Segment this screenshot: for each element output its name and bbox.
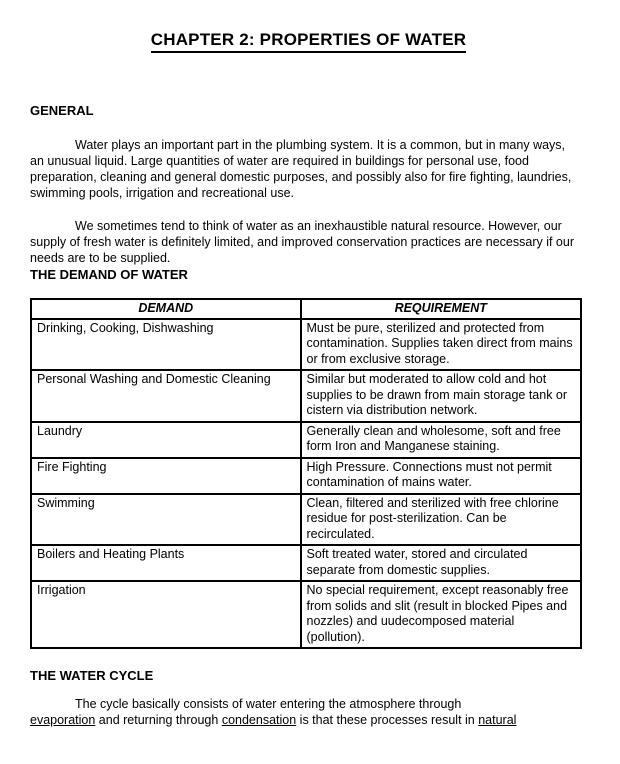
demand-cell: Swimming bbox=[31, 494, 301, 546]
general-paragraph-1: Water plays an important part in the plumbing system. It is a common, but in many ways, an unusual liquid. Large quantities of water are required in buildings for personal use, food preparation, cleaning and general domestic purposes, and possibly also for fire fighting, laundries, swimming pools, irrigation and recreational use. bbox=[30, 138, 572, 200]
table-row bbox=[31, 458, 581, 494]
text-segment: and returning through bbox=[95, 713, 222, 727]
requirement-column-header: REQUIREMENT bbox=[301, 299, 582, 319]
table-row bbox=[31, 494, 581, 546]
requirement-cell: Similar but moderated to allow cold and hot supplies to be drawn from main storage tank or cistern via distribution network. bbox=[301, 370, 582, 422]
table-row bbox=[31, 370, 581, 422]
demand-column-header: DEMAND bbox=[31, 299, 301, 319]
table-row bbox=[31, 545, 581, 581]
demand-cell: Laundry bbox=[31, 422, 301, 458]
table-row bbox=[31, 319, 581, 371]
table-header-row bbox=[31, 299, 581, 319]
underlined-term-evaporation: evaporation bbox=[30, 713, 96, 727]
requirement-cell: Soft treated water, stored and circulated separate from domestic supplies. bbox=[301, 545, 582, 581]
demand-cell: Boilers and Heating Plants bbox=[31, 545, 301, 581]
demand-cell: Personal Washing and Domestic Cleaning bbox=[31, 370, 301, 422]
text-segment: is that these processes result in bbox=[296, 713, 479, 727]
general-paragraph-2: We sometimes tend to think of water as an inexhaustible natural resource. However, our supply of fresh water is definitely limited, and improved conservation practices are necessary if our needs are to be supplied. bbox=[30, 219, 575, 265]
demand-cell: Drinking, Cooking, Dishwashing bbox=[31, 319, 301, 371]
requirement-cell: Must be pure, sterilized and protected from contamination. Supplies taken direct from mains or from exclusive storage. bbox=[301, 319, 582, 371]
table-row bbox=[31, 581, 581, 648]
requirement-cell: Generally clean and wholesome, soft and free form Iron and Manganese staining. bbox=[301, 422, 582, 458]
demand-cell: Fire Fighting bbox=[31, 458, 301, 494]
water-cycle-paragraph bbox=[30, 696, 582, 728]
requirement-cell: Clean, filtered and sterilized with free chlorine residue for post-sterilization. Can be recirculated. bbox=[301, 494, 582, 546]
chapter-title-wrap bbox=[30, 30, 587, 53]
demand-heading: THE DEMAND OF WATER bbox=[30, 267, 188, 282]
spacer bbox=[30, 119, 587, 137]
demand-table bbox=[30, 298, 582, 649]
text-segment: The cycle basically consists of water entering the atmosphere through bbox=[75, 697, 462, 711]
demand-cell: Irrigation bbox=[31, 581, 301, 648]
chapter-title: CHAPTER 2: PROPERTIES OF WATER bbox=[151, 30, 467, 53]
general-heading: GENERAL bbox=[30, 103, 94, 118]
underlined-term-condensation: condensation bbox=[221, 713, 297, 727]
requirement-cell: No special requirement, except reasonably free from solids and slit (result in blocked Pipes and nozzles) and uudecomposed material (pollution). bbox=[301, 581, 582, 648]
requirement-cell: High Pressure. Connections must not permit contamination of mains water. bbox=[301, 458, 582, 494]
table-row bbox=[31, 422, 581, 458]
water-cycle-heading: THE WATER CYCLE bbox=[30, 668, 154, 683]
underlined-term-natural: natural bbox=[478, 713, 517, 727]
